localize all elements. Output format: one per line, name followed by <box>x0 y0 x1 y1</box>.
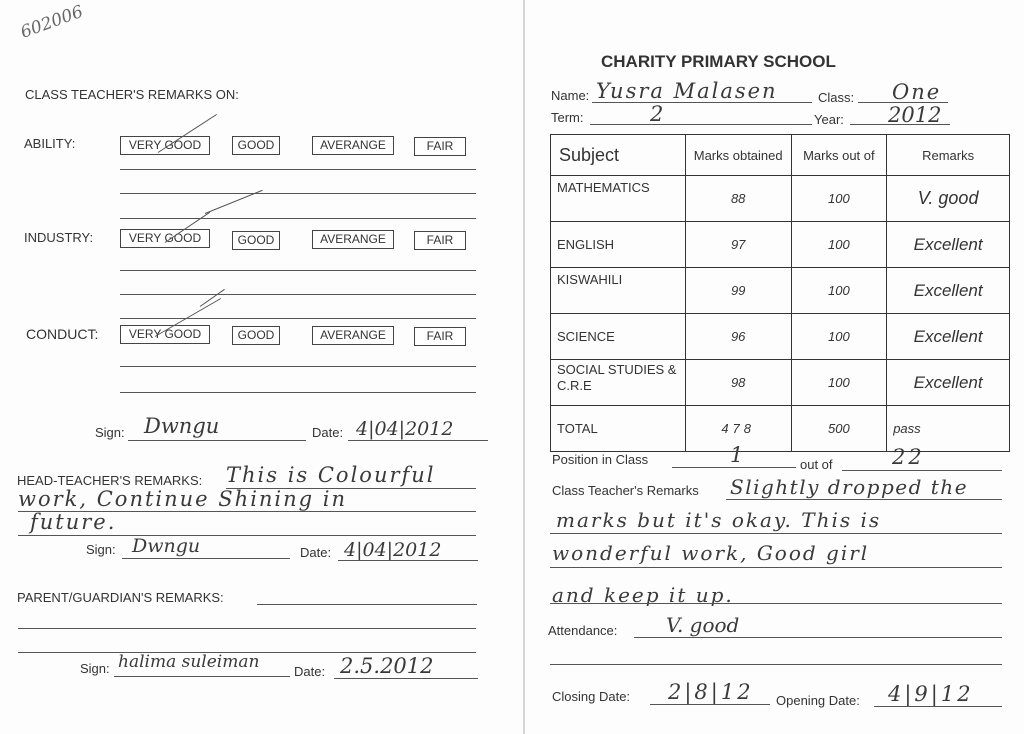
ability-option-fair[interactable]: FAIR <box>414 137 466 156</box>
conduct-option-very-good[interactable]: VERY GOOD <box>120 325 210 344</box>
conduct-line-1 <box>120 366 476 367</box>
conduct-option-good[interactable]: GOOD <box>232 326 280 345</box>
table-row <box>551 222 1010 268</box>
remark-cell: Excellent <box>887 314 1010 360</box>
parent-label: PARENT/GUARDIAN'S REMARKS: <box>17 590 224 605</box>
subject-cell: KISWAHILI <box>551 268 686 314</box>
attendance-value: V. good <box>666 613 740 637</box>
closing-date-value: 2|8|12 <box>668 680 754 704</box>
year-label: Year: <box>814 112 844 127</box>
out-of-cell: 100 <box>791 268 887 314</box>
ct-remark-line-4: and keep it up. <box>552 583 734 607</box>
industry-stray-mark <box>200 289 225 307</box>
head-sign-label: Sign: <box>86 542 116 557</box>
ct-line-3 <box>550 567 1002 568</box>
class-value: One <box>892 80 942 104</box>
conduct-option-fair[interactable]: FAIR <box>414 327 466 346</box>
position-line <box>672 467 796 468</box>
header-marks-obtained: Marks obtained <box>685 135 791 176</box>
class-label: Class: <box>818 90 855 105</box>
marks-table-header <box>551 135 1010 176</box>
page-fold <box>523 0 525 734</box>
head-remark-line-3: future. <box>30 510 117 534</box>
table-row <box>551 406 1010 452</box>
position-value: 1 <box>730 443 744 467</box>
subject-cell: SOCIAL STUDIES & C.R.E <box>551 360 686 406</box>
head-line-3 <box>18 535 476 536</box>
table-row <box>551 314 1010 360</box>
table-row <box>551 268 1010 314</box>
ct-remark-line-3: wonderful work, Good girl <box>552 541 870 565</box>
out-of-cell: 100 <box>791 176 887 222</box>
school-title: CHARITY PRIMARY SCHOOL <box>601 52 836 71</box>
out-of-value: 22 <box>892 445 925 469</box>
obtained-cell: 97 <box>685 222 791 268</box>
subject-cell: SCIENCE <box>551 314 686 360</box>
out-of-cell: 500 <box>791 406 887 452</box>
remark-cell: pass <box>887 406 1010 452</box>
remark-cell: V. good <box>887 176 1010 222</box>
teacher-date-line <box>348 440 488 441</box>
remark-cell: Excellent <box>887 268 1010 314</box>
subject-cell: MATHEMATICS <box>551 176 686 222</box>
header-subject: Subject <box>551 135 686 176</box>
obtained-cell: 96 <box>685 314 791 360</box>
parent-sign-label: Sign: <box>80 661 110 676</box>
ct-line-4 <box>550 603 1002 604</box>
ability-line-1 <box>120 169 476 170</box>
teacher-date-label: Date: <box>312 425 344 440</box>
opening-date-value: 4|9|12 <box>888 682 974 706</box>
corner-code: 602006 <box>18 1 86 43</box>
industry-option-very-good[interactable]: VERY GOOD <box>120 229 210 248</box>
obtained-cell: 88 <box>685 176 791 222</box>
marks-table <box>550 134 1010 452</box>
teacher-date-value: 4|04|2012 <box>356 418 454 440</box>
term-label: Term: <box>551 110 584 125</box>
industry-option-good[interactable]: GOOD <box>232 231 280 250</box>
year-line <box>850 124 950 125</box>
head-sign-line <box>122 558 290 559</box>
head-date-value: 4|04|2012 <box>344 539 442 561</box>
head-date-line <box>338 560 478 561</box>
out-of-line <box>842 470 1002 471</box>
head-signature: Dwngu <box>132 535 201 557</box>
industry-option-averange[interactable]: AVERANGE <box>312 230 394 249</box>
ability-option-very-good[interactable]: VERY GOOD <box>120 136 210 155</box>
conduct-label: CONDUCT: <box>26 326 99 342</box>
attendance-line <box>634 637 1002 638</box>
header-remarks: Remarks <box>887 135 1010 176</box>
industry-option-fair[interactable]: FAIR <box>414 231 466 250</box>
parent-date-line <box>334 678 478 679</box>
remarks-on-title: CLASS TEACHER'S REMARKS ON: <box>25 87 239 102</box>
ct-line-1 <box>726 499 1002 500</box>
year-value: 2012 <box>888 103 942 127</box>
industry-label: INDUSTRY: <box>24 230 94 245</box>
parent-date-label: Date: <box>294 664 326 679</box>
head-teacher-label: HEAD-TEACHER'S REMARKS: <box>17 473 203 488</box>
table-row <box>551 360 1010 406</box>
opening-date-line <box>874 706 1002 707</box>
name-line <box>592 102 812 103</box>
subject-cell: ENGLISH <box>551 222 686 268</box>
ct-line-2 <box>550 533 1002 534</box>
ability-label: ABILITY: <box>24 136 76 151</box>
head-remark-line-1: This is Colourful <box>226 463 436 487</box>
parent-line-1 <box>257 604 477 605</box>
closing-date-label: Closing Date: <box>552 689 631 704</box>
remark-cell: Excellent <box>887 222 1010 268</box>
teacher-signature: Dwngu <box>144 414 220 438</box>
out-of-cell: 100 <box>791 360 887 406</box>
parent-signature: halima suleiman <box>118 652 260 672</box>
ability-option-averange[interactable]: AVERANGE <box>312 136 394 155</box>
industry-line-1 <box>120 270 476 271</box>
out-of-cell: 100 <box>791 222 887 268</box>
out-of-label: out of <box>800 457 833 472</box>
obtained-cell: 478 <box>685 406 791 452</box>
parent-line-2 <box>18 628 476 629</box>
table-row <box>551 176 1010 222</box>
industry-line-2 <box>120 294 476 295</box>
name-label: Name: <box>551 88 590 103</box>
attendance-line-2 <box>550 664 1002 665</box>
obtained-cell: 99 <box>685 268 791 314</box>
out-of-cell: 100 <box>791 314 887 360</box>
class-teacher-remarks-label: Class Teacher's Remarks <box>552 483 699 498</box>
parent-sign-line <box>114 676 290 677</box>
obtained-cell: 98 <box>685 360 791 406</box>
industry-line-3 <box>120 318 476 319</box>
student-name: Yusra Malasen <box>596 79 778 103</box>
remark-cell: Excellent <box>887 360 1010 406</box>
ct-remark-line-2: marks but it's okay. This is <box>556 508 882 532</box>
parent-date-value: 2.5.2012 <box>340 654 434 678</box>
ability-line-2 <box>120 193 476 194</box>
attendance-label: Attendance: <box>548 623 618 638</box>
closing-date-line <box>650 704 770 705</box>
conduct-line-2 <box>120 392 476 393</box>
opening-date-label: Opening Date: <box>776 693 860 708</box>
ct-remark-line-1: Slightly dropped the <box>730 475 969 499</box>
term-line <box>590 124 812 125</box>
teacher-sign-line <box>128 440 306 441</box>
ability-option-good[interactable]: GOOD <box>232 136 280 155</box>
teacher-sign-label: Sign: <box>95 425 125 440</box>
conduct-option-averange[interactable]: AVERANGE <box>312 326 394 345</box>
subject-cell: TOTAL <box>551 406 686 452</box>
header-marks-out-of: Marks out of <box>791 135 887 176</box>
term-value: 2 <box>650 102 664 126</box>
head-date-label: Date: <box>300 545 332 560</box>
ability-line-3 <box>120 218 476 219</box>
head-remark-line-2: work, Continue Shining in <box>18 487 348 511</box>
position-label: Position in Class <box>552 452 649 467</box>
